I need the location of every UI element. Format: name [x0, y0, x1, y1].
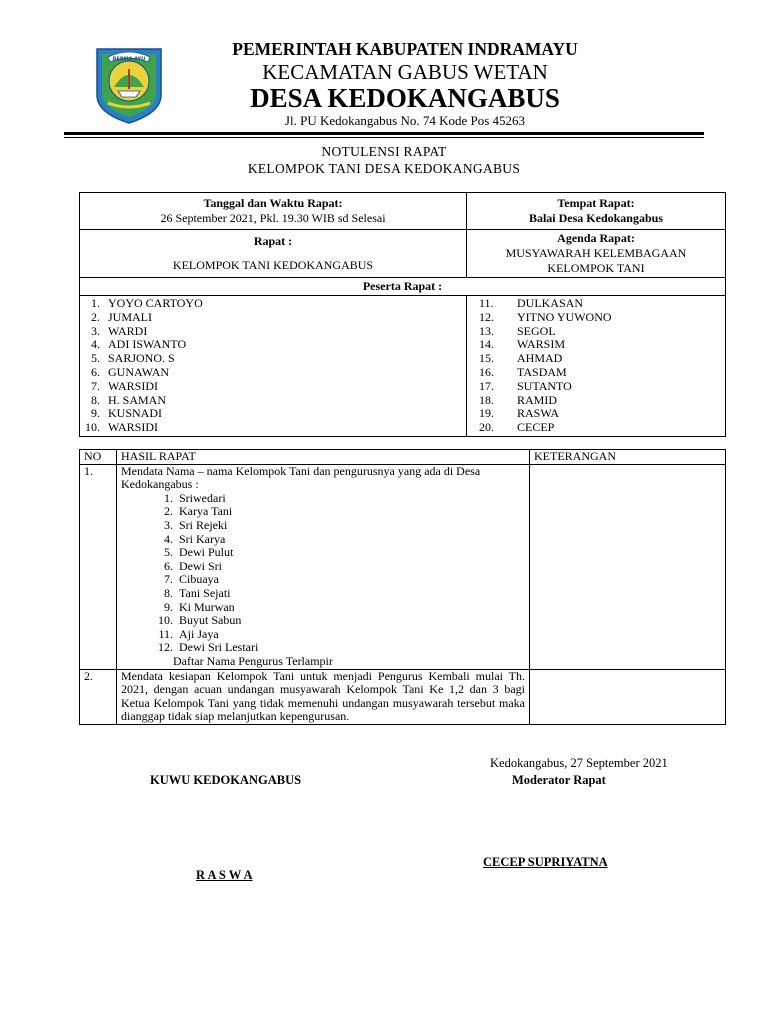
participants-label: Peserta Rapat :: [80, 278, 726, 296]
header-government: PEMERINTAH KABUPATEN INDRAMAYU: [232, 39, 578, 59]
document-title: NOTULENSI RAPAT: [321, 144, 447, 159]
meeting-value: KELOMPOK TANI KEDOKANGABUS: [172, 258, 374, 272]
farmer-group-number: 7.: [164, 572, 173, 587]
farmer-group-name: Ki Murwan: [179, 599, 235, 614]
participant-row: [467, 311, 725, 325]
row2-note: [530, 669, 726, 724]
farmer-group-number: 9.: [164, 599, 173, 614]
col-result-header: HASIL RAPAT: [117, 450, 530, 465]
participant-number: 1.: [91, 296, 100, 310]
meeting-label: Rapat :: [253, 234, 293, 248]
row1-footer: Daftar Nama Pengurus Terlampir: [173, 653, 333, 668]
participant-number: 16.: [479, 364, 494, 379]
farmer-group-item: [121, 533, 525, 547]
place-value: Balai Desa Kedokangabus: [528, 211, 664, 225]
participants-right-cell: [467, 296, 726, 437]
header-rule-thin: [64, 137, 704, 138]
logo-ribbon-text: BERMA AYU: [112, 56, 146, 63]
participant-name: YOYO CARTOYO: [108, 296, 203, 310]
participant-row: [467, 325, 725, 339]
participant-number: 14.: [479, 337, 494, 352]
village-head-title: KUWU KEDOKANGABUS: [150, 773, 302, 787]
date-cell: [80, 193, 467, 230]
participant-row: [80, 311, 466, 325]
participant-row: [80, 366, 466, 380]
participant-row: [80, 407, 466, 421]
participant-row: [467, 297, 725, 311]
farmer-group-number: 4.: [164, 531, 173, 546]
farmer-group-item: [121, 492, 525, 506]
farmer-group-name: Sri Karya: [179, 531, 226, 546]
row2-no: 2.: [80, 669, 117, 724]
farmer-group-number: 2.: [164, 504, 173, 519]
moderator-name: CECEP SUPRIYATNA: [483, 855, 608, 869]
header-rule-thick: [64, 132, 704, 135]
header-district: KECAMATAN GABUS WETAN: [262, 60, 548, 84]
participant-row: [467, 394, 725, 408]
farmer-group-name: Aji Jaya: [179, 626, 219, 641]
participant-number: 20.: [479, 420, 494, 435]
participant-number: 15.: [479, 351, 494, 366]
farmer-group-number: 8.: [164, 585, 173, 600]
farmer-group-item: [121, 560, 525, 574]
farmer-group-number: 10.: [158, 613, 173, 628]
results-table: [79, 449, 726, 725]
meeting-info-table: [79, 192, 726, 437]
agenda-label: Agenda Rapat:: [557, 231, 635, 245]
participant-number: 7.: [91, 378, 100, 393]
participant-name: GUNAWAN: [108, 364, 170, 379]
participant-number: 19.: [479, 406, 494, 421]
date-value: 26 September 2021, Pkl. 19.30 WIB sd Selesai: [160, 211, 386, 225]
moderator-title: Moderator Rapat: [512, 773, 606, 787]
participant-number: 11.: [479, 296, 494, 310]
participant-row: [467, 421, 725, 435]
participant-name: WARSIDI: [108, 420, 158, 435]
participant-row: [80, 380, 466, 394]
farmer-group-name: Tani Sejati: [179, 585, 231, 600]
participant-row: [80, 394, 466, 408]
participant-number: 17.: [479, 378, 494, 393]
participant-name: WARSIDI: [108, 378, 158, 393]
participant-number: 4.: [91, 337, 100, 352]
participant-number: 3.: [91, 323, 100, 338]
farmer-group-name: Dewi Sri Lestari: [179, 640, 259, 655]
col-no-header: NO: [80, 450, 117, 465]
agenda-cell: [467, 230, 726, 278]
participant-number: 12.: [479, 309, 494, 324]
farmer-group-number: 5.: [164, 545, 173, 560]
participant-name: SUTANTO: [517, 378, 572, 393]
farmer-group-item: [121, 587, 525, 601]
col-note-header: KETERANGAN: [530, 450, 726, 465]
participant-name: TASDAM: [517, 364, 567, 379]
participant-row: [467, 352, 725, 366]
farmer-group-number: 12.: [158, 640, 173, 655]
farmer-group-item: [121, 505, 525, 519]
farmer-group-item: [121, 519, 525, 533]
participant-name: JUMALI: [108, 309, 152, 324]
farmer-group-name: Karya Tani: [179, 504, 233, 519]
row1-intro: Mendata Nama – nama Kelompok Tani dan pengurusnya yang ada di Desa Kedokangabus :: [121, 463, 481, 492]
indramayu-regency-crest-icon: [94, 45, 164, 125]
participant-row: [467, 338, 725, 352]
farmer-group-item: [121, 601, 525, 615]
participants-right-list: [467, 297, 725, 435]
participant-name: KUSNADI: [108, 406, 162, 421]
row1-note: [530, 464, 726, 669]
place-date: Kedokangabus, 27 September 2021: [490, 756, 668, 770]
farmer-group-number: 3.: [164, 517, 173, 532]
place-label: Tempat Rapat:: [557, 196, 635, 210]
participant-row: [80, 421, 466, 435]
participants-left-cell: [80, 296, 467, 437]
participant-name: AHMAD: [517, 351, 563, 366]
participant-row: [80, 325, 466, 339]
row1-no: 1.: [80, 464, 117, 669]
participant-name: CECEP: [517, 420, 555, 435]
farmer-group-name: Sriwedari: [179, 490, 226, 505]
date-label: Tanggal dan Waktu Rapat:: [203, 196, 343, 210]
participant-number: 18.: [479, 392, 494, 407]
participant-name: ADI ISWANTO: [108, 337, 187, 352]
participant-number: 13.: [479, 323, 494, 338]
participant-number: 9.: [91, 406, 100, 421]
farmer-group-item: [121, 573, 525, 587]
farmer-group-number: 6.: [164, 558, 173, 573]
participant-name: H. SAMAN: [108, 392, 167, 407]
farmer-group-name: Cibuaya: [179, 572, 219, 587]
farmer-group-name: Buyut Sabun: [179, 613, 242, 628]
row1-result: [117, 464, 530, 669]
participant-name: SARJONO. S: [108, 351, 175, 366]
participant-number: 2.: [91, 309, 100, 324]
participant-row: [467, 380, 725, 394]
participant-number: 8.: [91, 392, 100, 407]
farmer-group-item: [121, 546, 525, 560]
participant-row: [467, 366, 725, 380]
village-head-name: R A S W A: [196, 868, 253, 882]
farmer-group-number: 11.: [158, 626, 173, 641]
participant-name: WARSIM: [517, 337, 566, 352]
farmer-group-item: [121, 641, 525, 655]
farmer-group-item: [121, 628, 525, 642]
participant-row: [80, 352, 466, 366]
document-subtitle: KELOMPOK TANI DESA KEDOKANGABUS: [247, 161, 521, 176]
participant-name: RASWA: [517, 406, 560, 421]
agenda-value-2: KELOMPOK TANI: [547, 261, 645, 275]
farmer-group-item: [121, 614, 525, 628]
meeting-cell: [80, 230, 467, 278]
farmer-group-name: Dewi Pulut: [179, 545, 234, 560]
place-cell: [467, 193, 726, 230]
participant-row: [80, 297, 466, 311]
participant-name: SEGOL: [517, 323, 556, 338]
agenda-value-1: MUSYAWARAH KELEMBAGAAN: [505, 246, 687, 260]
header-address: Jl. PU Kedokangabus No. 74 Kode Pos 45263: [284, 113, 526, 128]
participant-number: 10.: [85, 420, 100, 435]
farmer-group-name: Dewi Sri: [179, 558, 222, 573]
row2-result: Mendata kesiapan Kelompok Tani untuk menjadi Pengurus Kembali mulai Th. 2021, dengan acuan undangan musyawarah Kelompok Tani Ke 1,2 dan 3 bagi Ketua Kelompok Tani yang tidak memenuhi undangan musyawarah tersebut maka dianggap tidak siap melanjutkan kepengurusan.: [117, 669, 530, 724]
farmer-group-list: [121, 492, 525, 655]
participant-number: 6.: [91, 364, 100, 379]
participant-name: RAMID: [517, 392, 558, 407]
participant-number: 5.: [91, 351, 100, 366]
participant-name: YITNO YUWONO: [517, 309, 612, 324]
participant-row: [80, 338, 466, 352]
participant-name: WARDI: [108, 323, 148, 338]
farmer-group-number: 1.: [164, 490, 173, 505]
participants-left-list: [80, 297, 466, 435]
farmer-group-name: Sri Rejeki: [179, 517, 228, 532]
participant-row: [467, 407, 725, 421]
participant-name: DULKASAN: [517, 296, 583, 310]
header-village: DESA KEDOKANGABUS: [250, 83, 560, 113]
